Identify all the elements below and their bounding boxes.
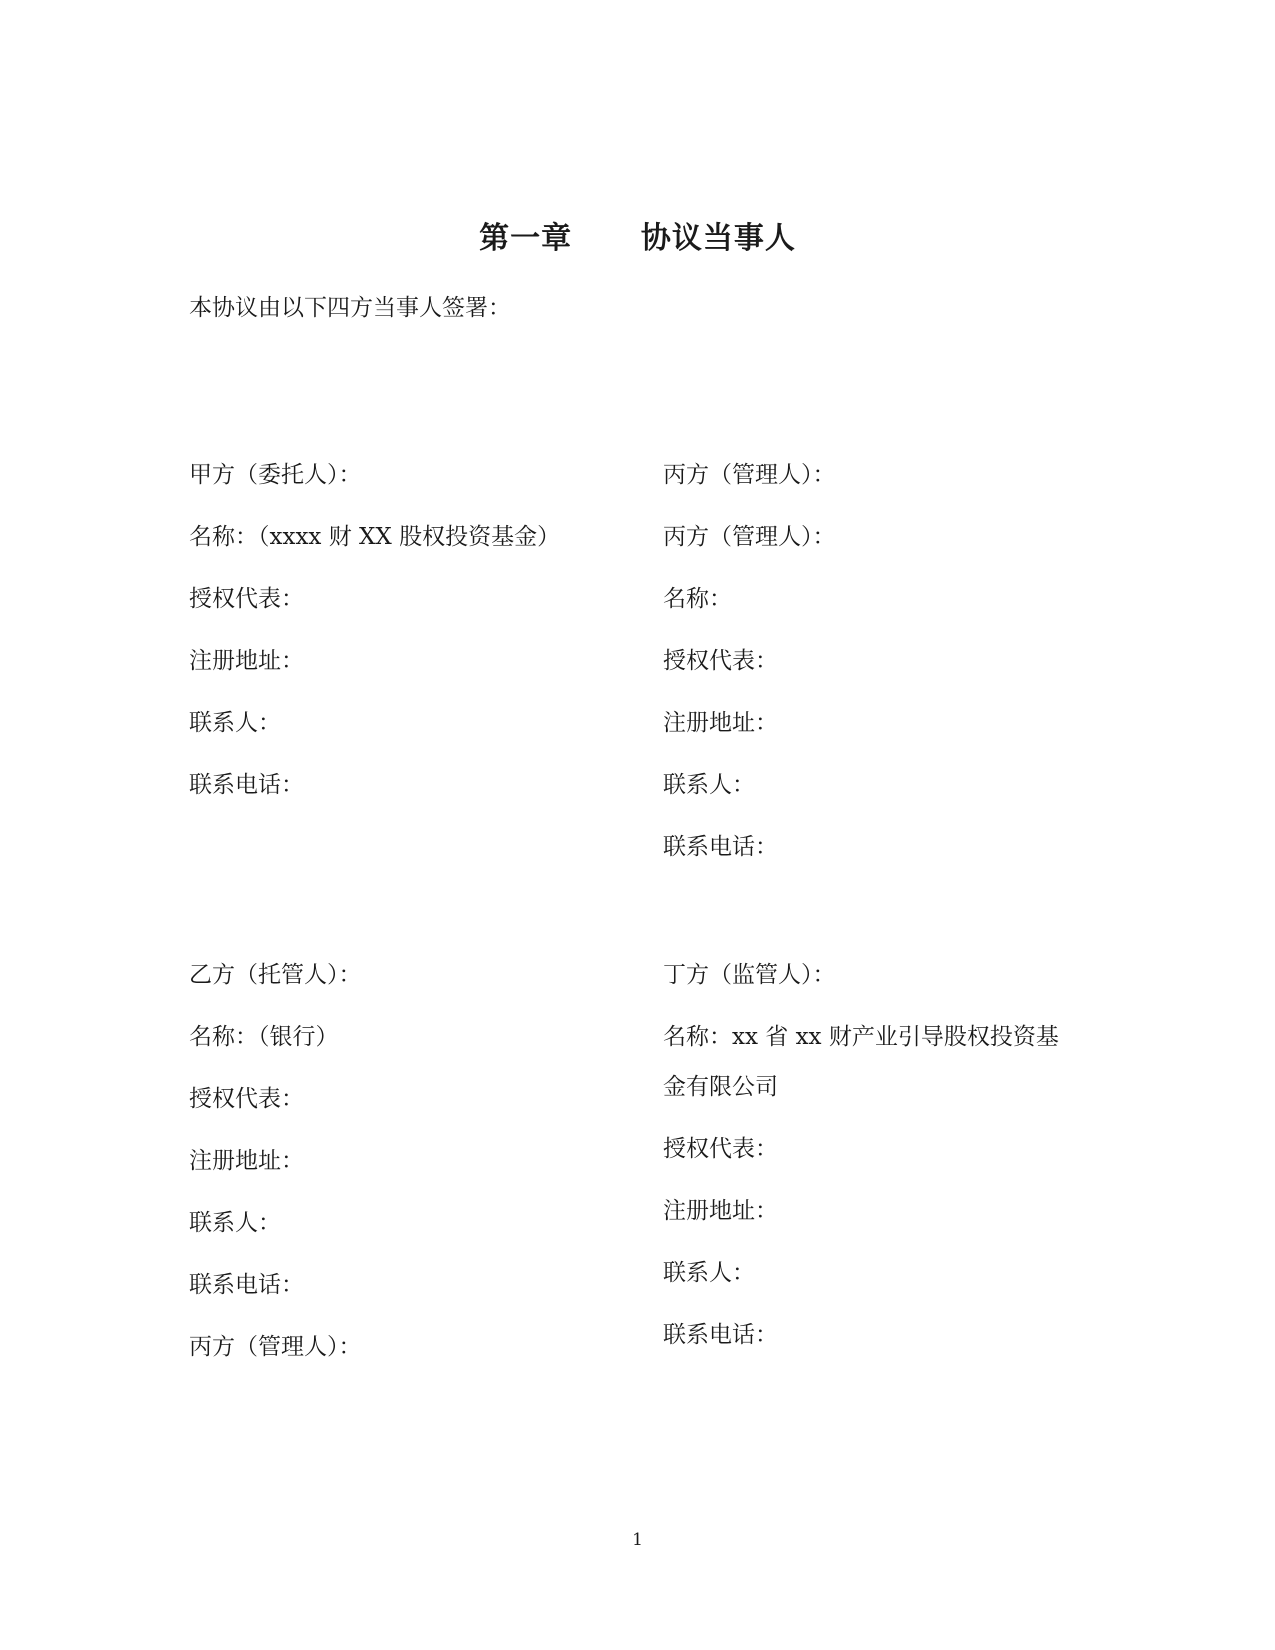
party-b-heading: 乙方（托管人）： [189,962,362,988]
party-c-heading-repeat: 丙方（管理人）： [663,524,836,550]
party-a-heading: 甲方（委托人）： [189,462,362,488]
party-b-phone: 联系电话： [189,1272,304,1298]
party-b-address: 注册地址： [189,1148,304,1174]
party-d-address: 注册地址： [663,1198,778,1224]
party-c-representative: 授权代表： [663,648,778,674]
party-a-contact: 联系人： [189,710,281,736]
party-b-name: 名称：（银行） [189,1024,339,1050]
party-b-trailing-heading: 丙方（管理人）： [189,1334,362,1360]
chapter-title: 第一章 协议当事人 [479,221,796,256]
party-a-name: 名称：（xxxx 财 XX 股权投资基金） [189,524,561,550]
party-d-contact: 联系人： [663,1260,755,1286]
party-d-phone: 联系电话： [663,1322,778,1348]
party-a-representative: 授权代表： [189,586,304,612]
party-c-contact: 联系人： [663,772,755,798]
party-c-heading: 丙方（管理人）： [663,462,836,488]
party-d-name-line1: 名称：xx 省 xx 财产业引导股权投资基 [663,1024,1059,1050]
page-number: 1 [632,1530,643,1550]
intro-paragraph: 本协议由以下四方当事人签署： [189,295,511,321]
party-a-phone: 联系电话： [189,772,304,798]
party-b-representative: 授权代表： [189,1086,304,1112]
party-c-address: 注册地址： [663,710,778,736]
party-c-phone: 联系电话： [663,834,778,860]
party-c-name: 名称： [663,586,732,612]
party-b-contact: 联系人： [189,1210,281,1236]
party-a-address: 注册地址： [189,648,304,674]
party-d-representative: 授权代表： [663,1136,778,1162]
party-d-heading: 丁方（监管人）： [663,962,836,988]
party-d-name-line2: 金有限公司 [663,1074,778,1100]
